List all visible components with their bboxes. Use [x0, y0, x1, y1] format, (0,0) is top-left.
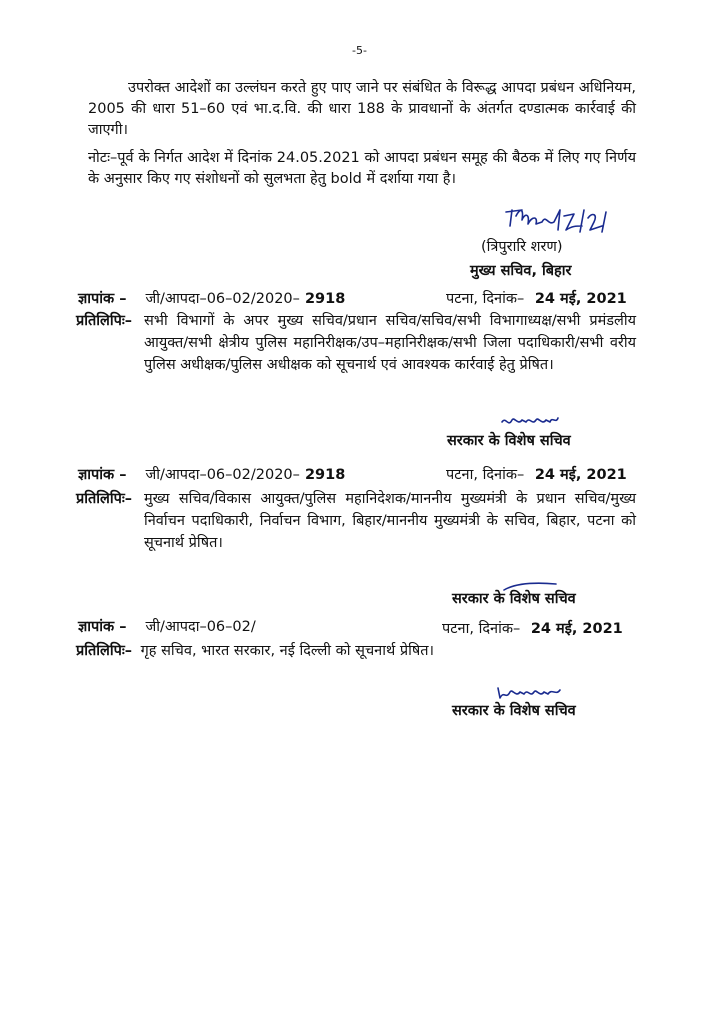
memo2-cc [76, 488, 636, 554]
memo2-cc-label: प्रतिलिपिः– [76, 491, 133, 507]
memo3-number: जी/आपदा–06–02/ [145, 619, 256, 635]
note-paragraph: नोटः–पूर्व के निर्गत आदेश में दिनांक 24.05.2021 को आपदा प्रबंधन समूह की बैठक में लिए गए निर्णय के अनुसार किए गए संशोधनों को सुलभता हेतु bold में दर्शाया गया है। [88, 150, 636, 187]
memo3-label: ज्ञापांक – [78, 619, 127, 635]
memo2-line [78, 464, 345, 484]
memo1-cc-label: प्रतिलिपिः– [76, 313, 133, 329]
page-number: -5- [352, 44, 367, 57]
memo3-date: 24 मई, 2021 [530, 621, 623, 637]
signatory-designation: मुख्य सचिव, बिहार [470, 263, 572, 279]
memo2-signer: सरकार के विशेष सचिव [452, 591, 576, 607]
memo1-cc [76, 310, 636, 376]
memo3-line [78, 616, 256, 636]
enforcement-paragraph [88, 78, 636, 141]
memo1-line [78, 288, 345, 308]
memo3-cc [76, 640, 434, 660]
memo3-signer: सरकार के विशेष सचिव [452, 703, 576, 719]
enforcement-text: उपरोक्त आदेशों का उल्लंघन करते हुए पाए जाने पर संबंधित के विरूद्ध आपदा प्रबंधन अधिनियम, 2005 की धारा 51–60 एवं भा.द.वि. की धारा 188 के प्रावधानों के अंतर्गत दण्डात्मक कार्रवाई की जाएगी। [88, 80, 636, 138]
memo1-number: जी/आपदा–06–02/2020– [145, 291, 300, 307]
memo1-date-line [446, 288, 627, 308]
memo2-number: जी/आपदा–06–02/2020– [145, 467, 300, 483]
memo1-place: पटना, दिनांक– [446, 291, 525, 307]
memo2-label: ज्ञापांक – [78, 467, 127, 483]
memo1-date: 24 मई, 2021 [534, 291, 627, 307]
memo1-number-bold: 2918 [304, 291, 346, 307]
memo1-label: ज्ञापांक – [78, 291, 127, 307]
memo2-date-line [446, 464, 627, 484]
memo2-number-bold: 2918 [304, 467, 346, 483]
memo1-cc-text: सभी विभागों के अपर मुख्य सचिव/प्रधान सचिव/सचिव/सभी विभागाध्यक्ष/सभी प्रमंडलीय आयुक्त/सभी क्षेत्रीय पुलिस महानिरीक्षक/उप–महानिरीक्षक/सभी जिला पदाधिकारी/सभी वरीय पुलिस अधीक्षक/पुलिस अधीक्षक को सूचनार्थ एवं आवश्यक कार्रवाई हेतु प्रेषित। [144, 313, 636, 373]
memo2-place: पटना, दिनांक– [446, 467, 525, 483]
memo2-cc-text: मुख्य सचिव/विकास आयुक्त/पुलिस महानिदेशक/माननीय मुख्यमंत्री के प्रधान सचिव/मुख्य निर्वाचन पदाधिकारी, निर्वाचन विभाग, बिहार/माननीय मुख्यमंत्री के सचिव, बिहार, पटना को सूचनार्थ प्रेषित। [144, 491, 636, 551]
memo3-cc-text: गृह सचिव, भारत सरकार, नई दिल्ली को सूचनार्थ प्रेषित। [140, 643, 434, 659]
memo3-date-line [442, 618, 623, 638]
memo2-date: 24 मई, 2021 [534, 467, 627, 483]
memo1-signer: सरकार के विशेष सचिव [447, 433, 571, 449]
memo3-cc-label: प्रतिलिपिः– [76, 643, 133, 659]
memo3-place: पटना, दिनांक– [442, 621, 521, 637]
signatory-name: (त्रिपुरारि शरण) [481, 239, 563, 255]
